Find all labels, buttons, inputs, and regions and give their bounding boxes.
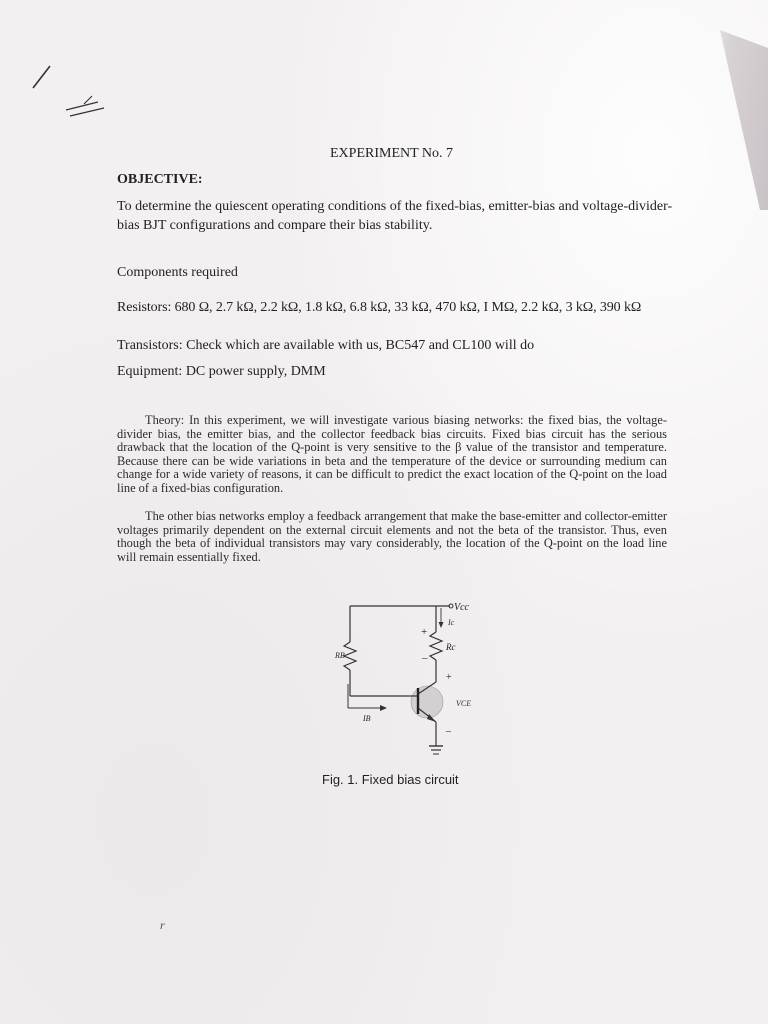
vce-minus-sign: – xyxy=(446,726,451,737)
page-mark: r xyxy=(160,918,165,932)
theory-paragraph-2: The other bias networks employ a feedback arrangement that make the base-emitter and collector-emitter voltages primarily dependent on the external circuit elements and not the beta of the transistor. Thus, even though the beta of individual transistors may vary considerably, the location of the Q-point on the load line will remain essentially fixed. xyxy=(117,509,667,564)
rc-label: Rc xyxy=(446,642,456,652)
objective-text: To determine the quiescent operating conditions of the fixed-bias, emitter-bias and voltage-divider-bias BJT configurations and compare their bias stability. xyxy=(117,199,673,233)
handwritten-marks xyxy=(0,0,768,200)
rc-minus-sign: – xyxy=(422,652,428,664)
rb-label: RB xyxy=(335,651,345,660)
components-heading: Components required xyxy=(117,265,238,280)
vce-label: VCE xyxy=(456,699,472,708)
objective-heading: OBJECTIVE: xyxy=(117,172,203,187)
equipment-line: Equipment: DC power supply, DMM xyxy=(117,364,326,379)
experiment-title: EXPERIMENT No. 7 xyxy=(330,146,454,161)
ic-label: Ic xyxy=(448,618,455,627)
rc-plus-sign: + xyxy=(421,626,428,638)
theory-paragraph-1: Theory: In this experiment, we will investigate various biasing networks: the fixed bias, the voltage-divider bias, the emitter bias, and the collector feedback bias circuits. Fixed bias circuit has the serious drawback that the location of the Q-point is very sensitive to the β value of the transistor and temperature. Because there can be wide variations in beta and the temperature of the device or surrounding medium can change for a wide variety of reasons, it can be difficult to predict the exact location of the Q-point on the load line of a fixed-bias configuration. xyxy=(117,413,667,495)
vce-plus-sign: + xyxy=(446,672,452,683)
resistors-list: Resistors: 680 Ω, 2.7 kΩ, 2.2 kΩ, 1.8 kΩ, 6.8 kΩ, 33 kΩ, 470 kΩ, I MΩ, 2.2 kΩ, 3 kΩ, 390 kΩ xyxy=(117,300,642,315)
vcc-label: Vcc xyxy=(454,602,469,613)
fixed-bias-circuit-diagram xyxy=(330,594,480,764)
transistors-line: Transistors: Check which are available with us, BC547 and CL100 will do xyxy=(117,338,535,353)
ib-label: IB xyxy=(363,714,371,723)
figure-caption: Fig. 1. Fixed bias circuit xyxy=(322,772,459,787)
